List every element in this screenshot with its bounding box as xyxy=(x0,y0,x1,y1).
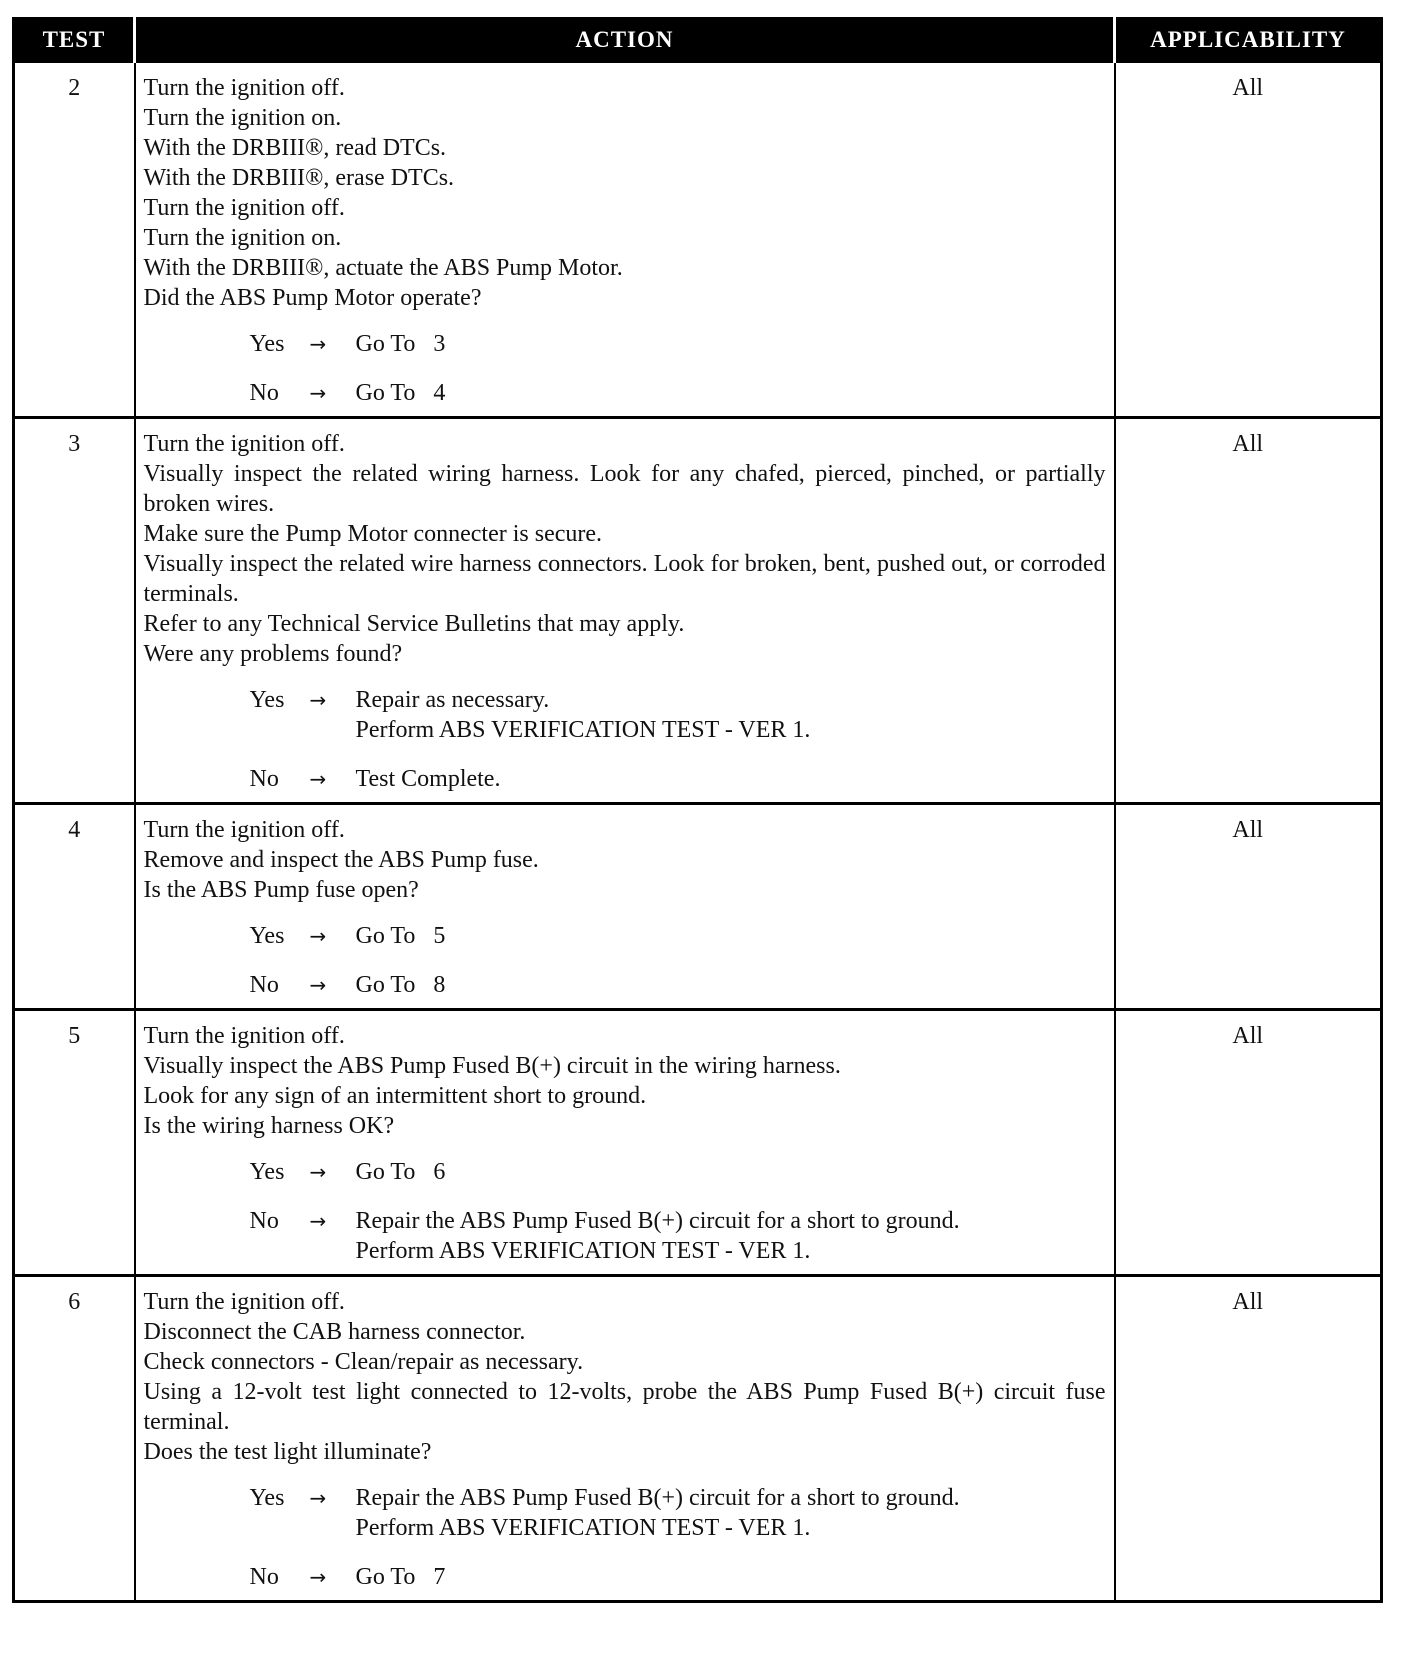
arrow-right-icon: → xyxy=(309,688,327,712)
applicability-value: All xyxy=(1115,1276,1382,1602)
action-step: Using a 12-volt test light connected to 12-volts, probe the ABS Pump Fused B(+) circuit fuse terminal. xyxy=(143,1379,1106,1435)
arrow-right-icon: → xyxy=(309,1565,327,1589)
answer-yes xyxy=(144,685,1106,745)
answer-yes xyxy=(144,1483,1106,1543)
answer-label: No xyxy=(249,766,279,792)
action-step: Is the wiring harness OK? xyxy=(143,1113,395,1139)
answer-result xyxy=(356,970,446,1000)
answer-no xyxy=(144,1206,1106,1266)
answer-label: No xyxy=(249,1208,279,1234)
test-number: 2 xyxy=(14,62,135,418)
result-line: Go To 7 xyxy=(355,1564,446,1590)
test-number: 3 xyxy=(14,418,135,804)
applicability-value: All xyxy=(1115,418,1382,804)
action-step: Turn the ignition on. xyxy=(143,225,342,251)
answer-list xyxy=(144,329,1106,408)
test-procedure-table xyxy=(12,17,1383,1603)
table-row xyxy=(14,1010,1382,1276)
table-row xyxy=(14,1276,1382,1602)
table-header xyxy=(14,19,1382,62)
result-line: Go To 6 xyxy=(355,1159,446,1185)
answer-label: Yes xyxy=(249,687,285,713)
arrow-right-icon: → xyxy=(309,1209,327,1233)
answer-yes xyxy=(144,1157,1106,1187)
action-cell xyxy=(135,804,1115,1010)
arrow-right-icon: → xyxy=(309,973,327,997)
result-line: Go To 5 xyxy=(355,923,446,949)
action-step: Turn the ignition off. xyxy=(143,431,345,457)
answer-no xyxy=(144,764,1106,794)
action-step: Visually inspect the ABS Pump Fused B(+) circuit in the wiring harness. xyxy=(143,1053,841,1079)
result-line: Repair as necessary. xyxy=(355,687,550,713)
header-applicability: APPLICABILITY xyxy=(1115,19,1382,62)
action-step: Did the ABS Pump Motor operate? xyxy=(143,285,482,311)
action-step: Disconnect the CAB harness connector. xyxy=(143,1319,526,1345)
answer-list xyxy=(144,1483,1106,1592)
action-step: Refer to any Technical Service Bulletins that may apply. xyxy=(143,611,685,637)
header-test: TEST xyxy=(14,19,135,62)
action-cell xyxy=(135,62,1115,418)
action-step: Turn the ignition off. xyxy=(143,195,345,221)
answer-list xyxy=(144,685,1106,794)
action-step: Visually inspect the related wiring harness. Look for any chafed, pierced, pinched, or partially broken wires. xyxy=(143,461,1106,517)
answer-label: Yes xyxy=(249,1159,285,1185)
answer-result xyxy=(356,329,446,359)
arrow-right-icon: → xyxy=(309,332,327,356)
answer-no xyxy=(144,1562,1106,1592)
answer-result xyxy=(356,1562,446,1592)
header-action: ACTION xyxy=(135,19,1115,62)
table-body xyxy=(14,62,1382,1602)
answer-result xyxy=(356,1206,960,1266)
action-step: Does the test light illuminate? xyxy=(143,1439,432,1465)
answer-label: Yes xyxy=(249,331,285,357)
arrow-right-icon: → xyxy=(309,1160,327,1184)
result-line: Go To 3 xyxy=(355,331,446,357)
arrow-right-icon: → xyxy=(309,924,327,948)
applicability-value: All xyxy=(1115,1010,1382,1276)
action-cell xyxy=(135,418,1115,804)
action-cell xyxy=(135,1276,1115,1602)
action-step: Visually inspect the related wire harness connectors. Look for broken, bent, pushed out, or corroded terminals. xyxy=(143,551,1106,607)
answer-label: No xyxy=(249,972,279,998)
answer-label: No xyxy=(249,380,279,406)
arrow-right-icon: → xyxy=(309,381,327,405)
answer-label: Yes xyxy=(249,923,285,949)
action-step: Turn the ignition on. xyxy=(143,105,342,131)
test-number: 4 xyxy=(14,804,135,1010)
action-step: With the DRBIII®, read DTCs. xyxy=(143,135,447,161)
result-line: Test Complete. xyxy=(355,766,501,792)
answer-result xyxy=(356,685,811,745)
result-line: Repair the ABS Pump Fused B(+) circuit for a short to ground. xyxy=(355,1208,960,1234)
diagnostic-procedure-sheet xyxy=(12,17,1380,1603)
action-step: Turn the ignition off. xyxy=(143,1023,345,1049)
answer-no xyxy=(144,970,1106,1000)
arrow-right-icon: → xyxy=(309,1486,327,1510)
action-cell xyxy=(135,1010,1115,1276)
test-number: 5 xyxy=(14,1010,135,1276)
action-step: Turn the ignition off. xyxy=(143,75,345,101)
applicability-value: All xyxy=(1115,62,1382,418)
answer-result xyxy=(356,1483,960,1543)
answer-result xyxy=(356,921,446,951)
action-step: Turn the ignition off. xyxy=(143,817,345,843)
table-row xyxy=(14,62,1382,418)
answer-yes xyxy=(144,329,1106,359)
result-line: Perform ABS VERIFICATION TEST - VER 1. xyxy=(355,717,811,743)
action-step: Were any problems found? xyxy=(143,641,403,667)
answer-result xyxy=(356,764,501,794)
answer-list xyxy=(144,1157,1106,1266)
arrow-right-icon: → xyxy=(309,767,327,791)
test-number: 6 xyxy=(14,1276,135,1602)
applicability-value: All xyxy=(1115,804,1382,1010)
result-line: Go To 4 xyxy=(355,380,446,406)
answer-yes xyxy=(144,921,1106,951)
answer-label: Yes xyxy=(249,1485,285,1511)
result-line: Perform ABS VERIFICATION TEST - VER 1. xyxy=(355,1238,811,1264)
action-step: Make sure the Pump Motor connecter is secure. xyxy=(143,521,603,547)
answer-list xyxy=(144,921,1106,1000)
table-row xyxy=(14,804,1382,1010)
table-row xyxy=(14,418,1382,804)
action-step: With the DRBIII®, actuate the ABS Pump Motor. xyxy=(143,255,623,281)
result-line: Repair the ABS Pump Fused B(+) circuit for a short to ground. xyxy=(355,1485,960,1511)
result-line: Go To 8 xyxy=(355,972,446,998)
answer-result xyxy=(356,378,446,408)
result-line: Perform ABS VERIFICATION TEST - VER 1. xyxy=(355,1515,811,1541)
action-step: Look for any sign of an intermittent short to ground. xyxy=(143,1083,647,1109)
action-step: Turn the ignition off. xyxy=(143,1289,345,1315)
action-step: Remove and inspect the ABS Pump fuse. xyxy=(143,847,539,873)
action-step: Is the ABS Pump fuse open? xyxy=(143,877,419,903)
action-step: With the DRBIII®, erase DTCs. xyxy=(143,165,455,191)
answer-no xyxy=(144,378,1106,408)
answer-result xyxy=(356,1157,446,1187)
answer-label: No xyxy=(249,1564,279,1590)
action-step: Check connectors - Clean/repair as necessary. xyxy=(143,1349,584,1375)
